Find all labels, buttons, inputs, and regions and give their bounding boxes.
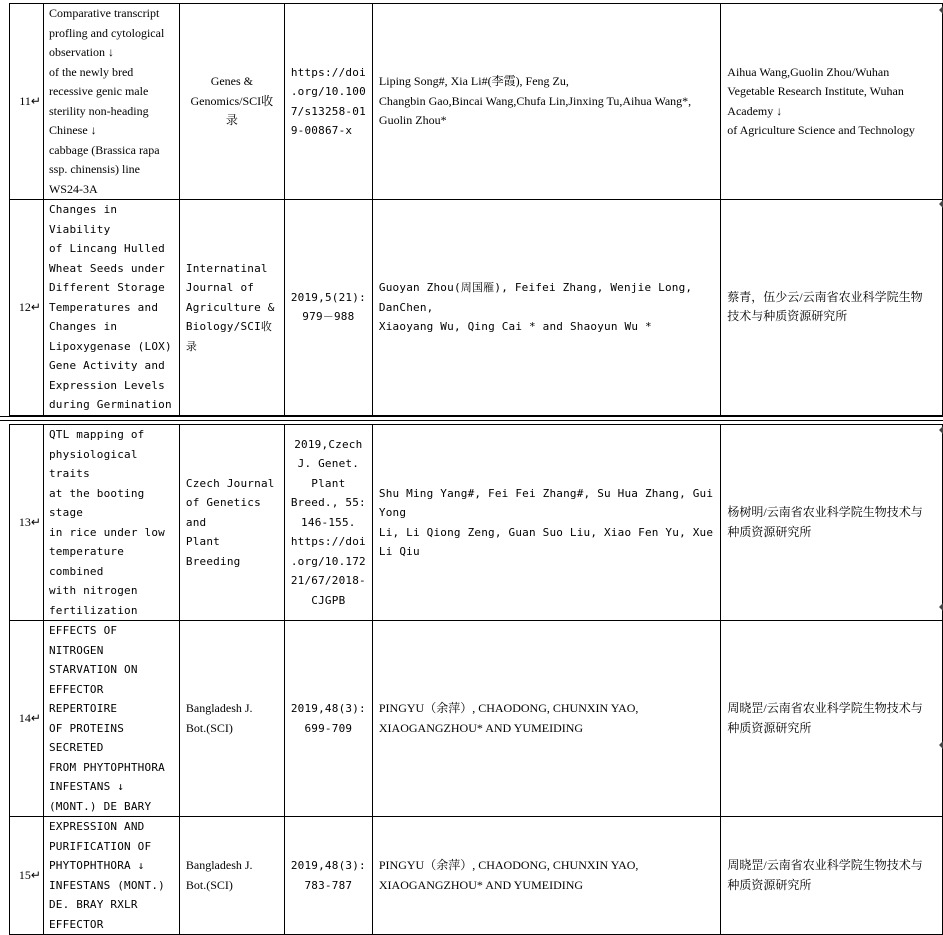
publications-table-part1 <box>9 3 943 416</box>
publication-info: 2019,48(3): 783-787 <box>290 859 366 892</box>
row-number: 11↵ <box>10 4 44 200</box>
paper-title: EXPRESSION AND PURIFICATION OF PHYTOPHTHORA ↓ INFESTANS (MONT.) DE. BRAY RXLR EFFECTOR <box>48 820 165 931</box>
row-number: 13↵ <box>10 425 44 621</box>
journal-cell <box>179 621 284 817</box>
publication-info-cell <box>284 621 372 817</box>
affiliation-cell <box>721 817 943 935</box>
affiliation-cell <box>721 621 943 817</box>
paper-title-cell <box>43 621 179 817</box>
page-break-line <box>0 420 943 421</box>
authors-cell <box>372 4 720 200</box>
affiliation: 杨树明/云南省农业科学院生物技术与 种质资源研究所 <box>727 505 923 539</box>
journal-cell <box>179 200 284 416</box>
affiliation-cell <box>721 4 943 200</box>
authors: PINGYU（余萍）, CHAODONG, CHUNXIN YAO, XIAOGANGZHOU* AND YUMEIDING <box>378 701 639 735</box>
table-row <box>10 425 943 621</box>
authors-cell <box>372 817 721 935</box>
table-row <box>10 4 943 200</box>
publication-info: 2019,48(3): 699-709 <box>290 702 366 735</box>
publication-info: 2019,5(21): 979－988 <box>290 290 366 324</box>
journal-cell <box>179 425 284 621</box>
publication-info-cell <box>284 200 372 416</box>
table-row <box>10 817 943 935</box>
row-number: 12↵ <box>10 200 44 416</box>
publication-info: https://doi .org/10.100 7/s13258-01 9-00867-x <box>290 65 366 137</box>
table-marker-icon <box>939 603 943 611</box>
affiliation-cell <box>721 200 943 416</box>
paper-title-cell <box>43 4 179 200</box>
publication-info: 2019,Czech J. Genet. Plant Breed., 55: 146-155. https://doi .org/10.172 21/67/2018- CJGPB <box>290 437 366 607</box>
affiliation: 周晓罡/云南省农业科学院生物技术与 种质资源研究所 <box>727 701 923 735</box>
publications-table-part2 <box>9 424 943 935</box>
paper-title: QTL mapping of physiological traits at the booting stage in rice under low temperature combined with nitrogen fertilization <box>48 428 165 617</box>
journal-cell <box>179 4 284 200</box>
journal-name: Bangladesh J. Bot.(SCI) <box>185 858 253 892</box>
affiliation-cell <box>721 425 943 621</box>
authors-cell <box>372 425 721 621</box>
paper-title: Changes in Viability of Lincang Hulled Wheat Seeds under Different Storage Temperatures and Changes in Lipoxygenase (LOX) Gene Activity and Expression Levels during Germination <box>48 203 172 411</box>
table-marker-icon <box>939 741 943 749</box>
authors: Liping Song#, Xia Li#(李霞), Feng Zu, Changbin Gao,Bincai Wang,Chufa Lin,Jinxing Tu,Aihua Wang*, Guolin Zhou* <box>378 74 692 128</box>
publication-info-cell <box>284 817 372 935</box>
affiliation: Aihua Wang,Guolin Zhou/Wuhan Vegetable Research Institute, Wuhan Academy ↓ of Agriculture Science and Technology <box>727 64 915 137</box>
publication-info-cell <box>284 425 372 621</box>
table-row <box>10 200 943 416</box>
affiliation: 蔡青，伍少云/云南省农业科学院生物 技术与种质资源研究所 <box>727 289 923 324</box>
journal-name: Czech Journal of Genetics and Plant Breeding <box>185 476 275 568</box>
authors: PINGYU（余萍）, CHAODONG, CHUNXIN YAO, XIAOGANGZHOU* AND YUMEIDING <box>378 858 639 892</box>
journal-cell <box>179 817 284 935</box>
table-marker-icon <box>939 200 943 208</box>
table-row <box>10 621 943 817</box>
authors: Guoyan Zhou(周国雁), Feifei Zhang, Wenjie Long, DanChen, Xiaoyang Wu, Qing Cai * and Shaoyun Wu * <box>378 281 693 333</box>
paper-title-cell <box>43 200 179 416</box>
journal-name: Bangladesh J. Bot.(SCI) <box>185 701 253 735</box>
paper-title-cell <box>43 817 179 935</box>
paper-title: Comparative transcript profling and cytological observation ↓ of the newly bred recessive genic male sterility non-heading Chinese ↓ cabbage (Brassica rapa ssp. chinensis) line WS24-3A <box>48 6 165 196</box>
affiliation: 周晓罡/云南省农业科学院生物技术与 种质资源研究所 <box>727 858 923 892</box>
journal-name: Internatinal Journal of Agriculture & Biology/SCI收 录 <box>185 261 275 353</box>
row-number: 15↵ <box>10 817 44 935</box>
authors-cell <box>372 200 720 416</box>
authors: Shu Ming Yang#, Fei Fei Zhang#, Su Hua Zhang, Gui Yong Li, Li Qiong Zeng, Guan Suo Liu, Xiao Fen Yu, Xue Li Qiu <box>378 486 714 558</box>
publication-info-cell <box>284 4 372 200</box>
row-number: 14↵ <box>10 621 44 817</box>
page-break-line <box>0 416 943 417</box>
table-marker-icon <box>939 6 943 14</box>
journal-name: Genes & Genomics/SCI收 录 <box>190 74 274 128</box>
paper-title: EFFECTS OF NITROGEN STARVATION ON EFFECTOR REPERTOIRE OF PROTEINS SECRETED FROM PHYTOPHTHORA INFESTANS ↓ (MONT.) DE BARY <box>48 624 165 813</box>
table-marker-icon <box>939 426 943 434</box>
authors-cell <box>372 621 721 817</box>
paper-title-cell <box>43 425 179 621</box>
